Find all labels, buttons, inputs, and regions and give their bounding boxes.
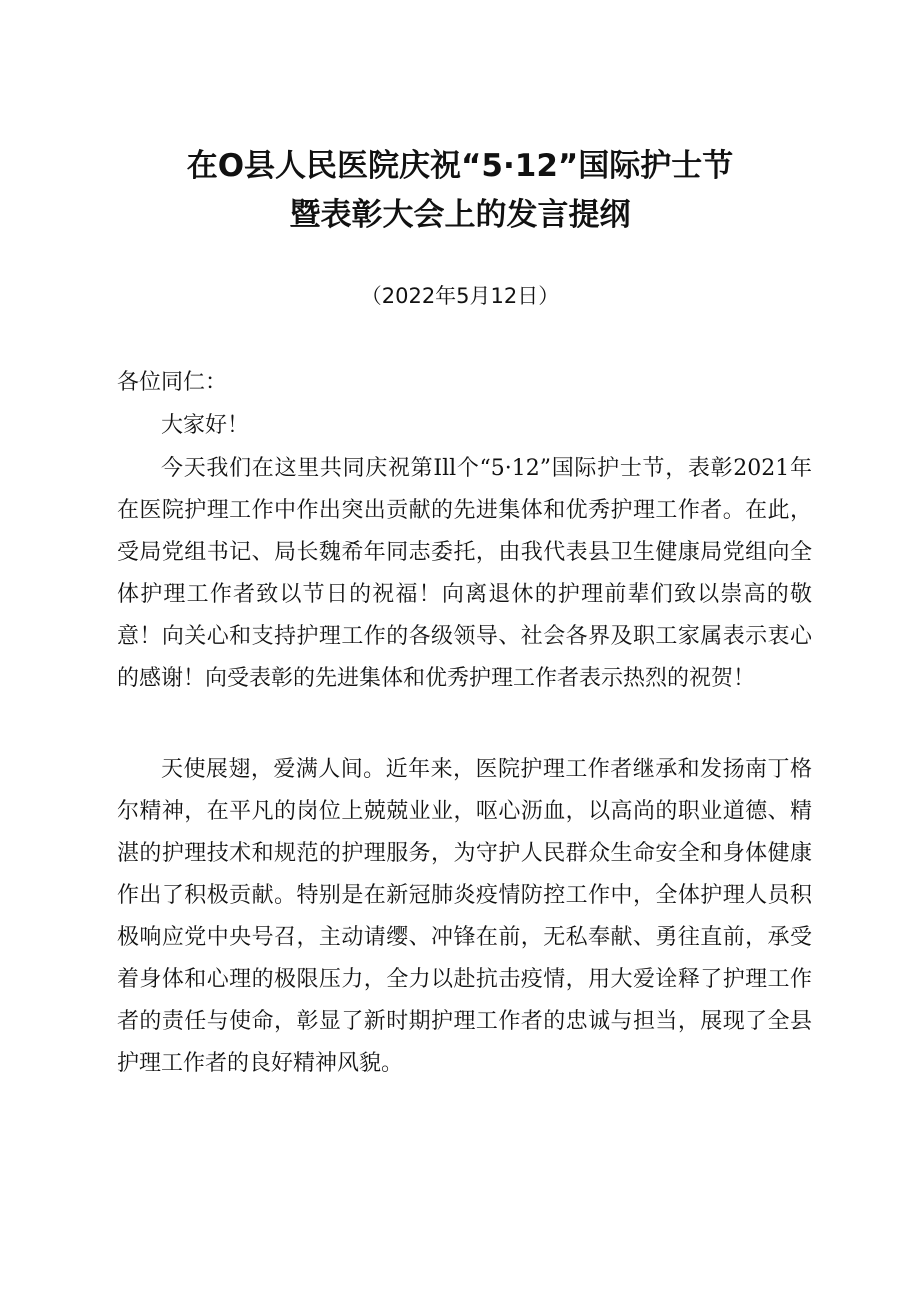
paragraph-2: 天使展翅，爱满人间。近年来，医院护理工作者继承和发扬南丁格尔精神，在平凡的岗位上兢兢业业，呕心沥血，以高尚的职业道德、精湛的护理技术和规范的护理服务，为守护人民群众生命安全和身体健康作出了积极贡献。特别是在新冠肺炎疫情防控工作中，全体护理人员积极响应党中央号召，主动请缨、冲锋在前，无私奉献、勇往直前，承受着身体和心理的极限压力，全力以赴抗击疫情，用大爱诠释了护理工作者的责任与使命，彰显了新时期护理工作者的忠诚与担当，展现了全县护理工作者的良好精神风貌。 xyxy=(117,757,812,1076)
salutation: 各位同仁： xyxy=(117,370,228,395)
document-title-line-2: 暨表彰大会上的发言提纲 xyxy=(289,197,631,233)
greeting: 大家好！ xyxy=(161,413,250,438)
document-title-line-1: 在O县人民医院庆祝“5·12”国际护士节 xyxy=(186,148,734,184)
document-date: （2022年5月12日） xyxy=(360,284,560,308)
paragraph-1: 今天我们在这里共同庆祝第Ill个“5·12”国际护士节，表彰2021年在医院护理工作中作出突出贡献的先进集体和优秀护理工作者。在此，受局党组书记、局长魏希年同志委托，由我代表县卫生健康局党组向全体护理工作者致以节日的祝福！向离退休的护理前辈们致以崇高的敬意！向关心和支持护理工作的各级领导、社会各界及职工家属表示衷心的感谢！向受表彰的先进集体和优秀护理工作者表示热烈的祝贺！ xyxy=(117,456,812,691)
